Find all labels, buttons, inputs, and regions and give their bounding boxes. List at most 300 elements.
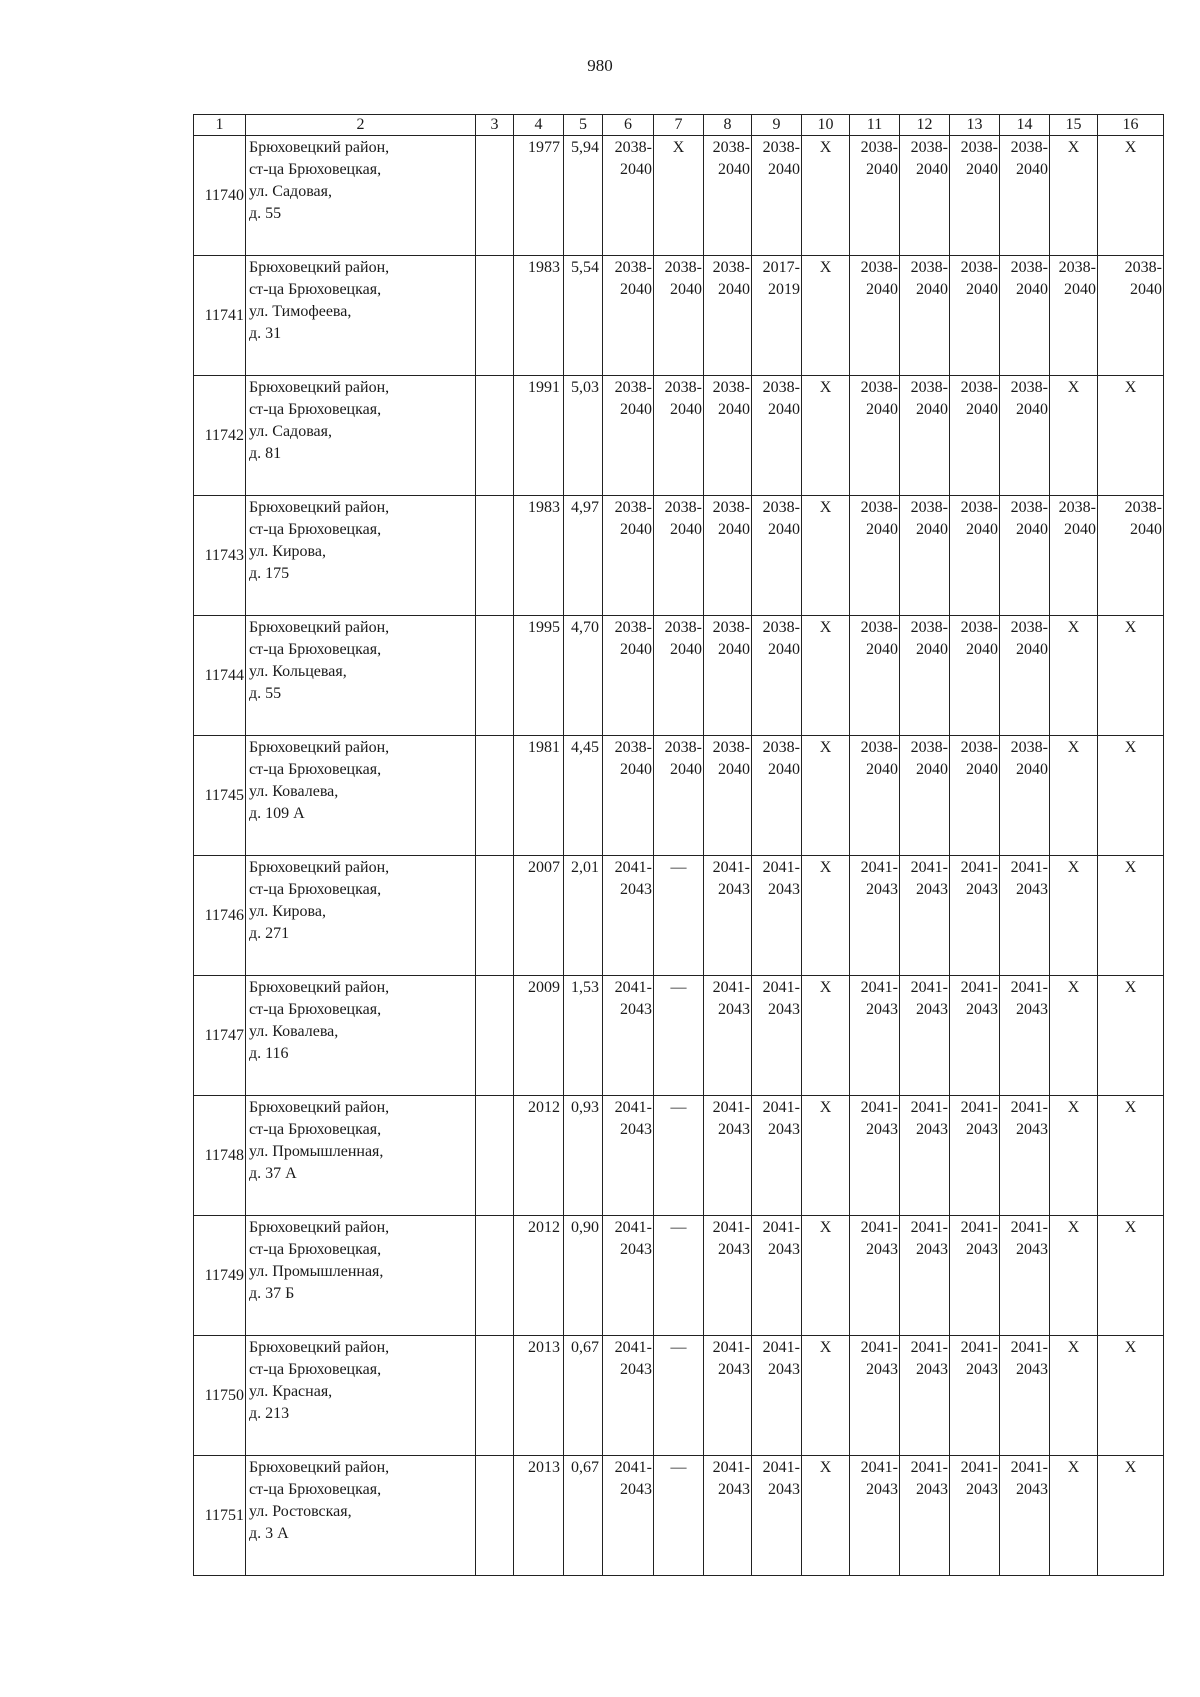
row-number: 11745 bbox=[194, 736, 246, 856]
period-line: 2041- bbox=[712, 979, 750, 996]
period-line: 2038- bbox=[860, 259, 898, 276]
period-line: X bbox=[819, 259, 832, 276]
column-header-2: 2 bbox=[246, 115, 476, 136]
address-line: д. 81 bbox=[249, 445, 282, 462]
period-cell-col-7 bbox=[654, 976, 704, 1096]
period-line: X bbox=[819, 1099, 832, 1116]
period-line: 2043 bbox=[718, 881, 750, 898]
address-line: ул. Ростовская, bbox=[249, 1503, 352, 1520]
address-line: ст-ца Брюховецкая, bbox=[249, 1121, 382, 1138]
period-cell-col-16 bbox=[1098, 1096, 1164, 1216]
address-line: Брюховецкий район, bbox=[249, 979, 390, 996]
period-line: X bbox=[672, 139, 685, 156]
col-3-cell bbox=[476, 976, 514, 1096]
period-line: 2038- bbox=[1010, 379, 1048, 396]
period-line: — bbox=[670, 979, 687, 996]
period-line: 2043 bbox=[1016, 1361, 1048, 1378]
period-line: 2040 bbox=[670, 401, 702, 418]
value-cell: 4,70 bbox=[564, 616, 603, 736]
period-cell-col-16 bbox=[1098, 256, 1164, 376]
period-line: X bbox=[1124, 739, 1137, 756]
column-header-3: 3 bbox=[476, 115, 514, 136]
period-line: 2043 bbox=[866, 1241, 898, 1258]
period-line: 2038- bbox=[1010, 259, 1048, 276]
period-line: 2038- bbox=[712, 379, 750, 396]
period-line: 2041- bbox=[1010, 1339, 1048, 1356]
period-cell-col-9 bbox=[752, 256, 802, 376]
period-line: 2041- bbox=[960, 1219, 998, 1236]
period-line: X bbox=[819, 499, 832, 516]
period-line: X bbox=[1124, 1099, 1137, 1116]
period-cell-col-11 bbox=[850, 1456, 900, 1576]
period-line: 2038- bbox=[910, 739, 948, 756]
period-line: 2043 bbox=[1016, 1481, 1048, 1498]
address-line: ст-ца Брюховецкая, bbox=[249, 881, 382, 898]
period-line: 2043 bbox=[866, 1121, 898, 1138]
period-line: 2038- bbox=[860, 139, 898, 156]
period-line: 2040 bbox=[670, 761, 702, 778]
period-cell-col-14 bbox=[1000, 1336, 1050, 1456]
period-cell-col-14 bbox=[1000, 256, 1050, 376]
period-cell-col-15 bbox=[1050, 1336, 1098, 1456]
column-header-15: 15 bbox=[1050, 115, 1098, 136]
period-cell-col-14 bbox=[1000, 1216, 1050, 1336]
address-line: ст-ца Брюховецкая, bbox=[249, 641, 382, 658]
period-line: 2043 bbox=[620, 1121, 652, 1138]
period-line: 2043 bbox=[1016, 881, 1048, 898]
period-line: 2038- bbox=[1010, 619, 1048, 636]
period-cell-col-14 bbox=[1000, 376, 1050, 496]
table-row bbox=[194, 1456, 1164, 1576]
period-line: 2040 bbox=[1016, 281, 1048, 298]
period-cell-col-6 bbox=[603, 616, 654, 736]
period-line: 2043 bbox=[966, 1481, 998, 1498]
address-line: ул. Ковалева, bbox=[249, 1023, 339, 1040]
address-line: ул. Садовая, bbox=[249, 183, 332, 200]
year-cell: 2009 bbox=[514, 976, 564, 1096]
period-line: 2041- bbox=[614, 859, 652, 876]
address-cell bbox=[246, 856, 476, 976]
period-cell-col-16 bbox=[1098, 616, 1164, 736]
period-cell-col-13 bbox=[950, 496, 1000, 616]
period-line: 2043 bbox=[620, 881, 652, 898]
period-line: 2040 bbox=[1016, 401, 1048, 418]
period-line: 2041- bbox=[1010, 859, 1048, 876]
period-line: 2040 bbox=[1130, 521, 1162, 538]
col-3-cell bbox=[476, 736, 514, 856]
period-cell-col-10 bbox=[802, 1216, 850, 1336]
year-cell: 2007 bbox=[514, 856, 564, 976]
address-line: д. 55 bbox=[249, 685, 282, 702]
period-line: X bbox=[819, 139, 832, 156]
column-header-6: 6 bbox=[603, 115, 654, 136]
value-cell: 4,97 bbox=[564, 496, 603, 616]
row-number: 11740 bbox=[194, 136, 246, 256]
period-cell-col-11 bbox=[850, 976, 900, 1096]
period-cell-col-10 bbox=[802, 736, 850, 856]
column-header-10: 10 bbox=[802, 115, 850, 136]
address-line: ул. Кирова, bbox=[249, 903, 326, 920]
period-line: 2043 bbox=[966, 1361, 998, 1378]
period-line: 2041- bbox=[762, 859, 800, 876]
period-line: 2038- bbox=[664, 739, 702, 756]
address-line: ул. Ковалева, bbox=[249, 783, 339, 800]
year-cell: 1991 bbox=[514, 376, 564, 496]
period-line: 2038- bbox=[860, 379, 898, 396]
period-line: 2041- bbox=[910, 1219, 948, 1236]
col-3-cell bbox=[476, 1456, 514, 1576]
address-line: Брюховецкий район, bbox=[249, 859, 390, 876]
period-cell-col-12 bbox=[900, 1336, 950, 1456]
period-cell-col-6 bbox=[603, 1336, 654, 1456]
period-cell-col-12 bbox=[900, 856, 950, 976]
table-body bbox=[194, 136, 1164, 1576]
period-cell-col-15 bbox=[1050, 976, 1098, 1096]
value-cell: 0,67 bbox=[564, 1336, 603, 1456]
period-line: 2040 bbox=[966, 641, 998, 658]
year-cell: 1995 bbox=[514, 616, 564, 736]
period-cell-col-13 bbox=[950, 1456, 1000, 1576]
period-cell-col-11 bbox=[850, 736, 900, 856]
period-line: 2038- bbox=[910, 499, 948, 516]
period-cell-col-10 bbox=[802, 376, 850, 496]
address-cell bbox=[246, 376, 476, 496]
address-cell bbox=[246, 976, 476, 1096]
period-line: 2043 bbox=[866, 881, 898, 898]
period-cell-col-11 bbox=[850, 496, 900, 616]
period-cell-col-7 bbox=[654, 256, 704, 376]
period-line: 2040 bbox=[1016, 161, 1048, 178]
period-line: 2041- bbox=[860, 859, 898, 876]
col-3-cell bbox=[476, 136, 514, 256]
period-line: 2038- bbox=[1010, 499, 1048, 516]
period-cell-col-12 bbox=[900, 496, 950, 616]
period-line: 2038- bbox=[712, 139, 750, 156]
period-cell-col-12 bbox=[900, 1216, 950, 1336]
period-line: X bbox=[819, 739, 832, 756]
period-cell-col-16 bbox=[1098, 1216, 1164, 1336]
period-line: 2043 bbox=[768, 881, 800, 898]
period-line: 2038- bbox=[1058, 499, 1096, 516]
column-header-8: 8 bbox=[704, 115, 752, 136]
period-line: 2038- bbox=[960, 379, 998, 396]
period-line: 2038- bbox=[960, 739, 998, 756]
year-cell: 1981 bbox=[514, 736, 564, 856]
value-cell: 4,45 bbox=[564, 736, 603, 856]
address-line: Брюховецкий район, bbox=[249, 1459, 390, 1476]
column-header-5: 5 bbox=[564, 115, 603, 136]
period-line: 2038- bbox=[762, 619, 800, 636]
period-line: 2038- bbox=[614, 499, 652, 516]
table-row bbox=[194, 616, 1164, 736]
period-line: — bbox=[670, 1219, 687, 1236]
address-line: д. 3 А bbox=[249, 1525, 289, 1542]
address-line: д. 271 bbox=[249, 925, 290, 942]
period-cell-col-14 bbox=[1000, 1456, 1050, 1576]
period-line: 2041- bbox=[960, 979, 998, 996]
period-line: 2043 bbox=[916, 881, 948, 898]
period-cell-col-14 bbox=[1000, 736, 1050, 856]
period-line: 2043 bbox=[966, 1241, 998, 1258]
period-line: 2019 bbox=[768, 281, 800, 298]
col-3-cell bbox=[476, 616, 514, 736]
row-number: 11748 bbox=[194, 1096, 246, 1216]
period-line: 2038- bbox=[712, 499, 750, 516]
period-cell-col-9 bbox=[752, 1096, 802, 1216]
period-line: X bbox=[1124, 1339, 1137, 1356]
row-number: 11751 bbox=[194, 1456, 246, 1576]
period-line: 2041- bbox=[960, 1339, 998, 1356]
period-line: 2041- bbox=[712, 1219, 750, 1236]
period-cell-col-13 bbox=[950, 736, 1000, 856]
period-cell-col-12 bbox=[900, 136, 950, 256]
table-row bbox=[194, 856, 1164, 976]
period-cell-col-6 bbox=[603, 136, 654, 256]
address-cell bbox=[246, 1336, 476, 1456]
period-line: 2040 bbox=[670, 641, 702, 658]
period-line: X bbox=[1067, 979, 1080, 996]
period-line: 2043 bbox=[718, 1361, 750, 1378]
period-cell-col-8 bbox=[704, 376, 752, 496]
period-cell-col-11 bbox=[850, 616, 900, 736]
period-line: 2038- bbox=[960, 139, 998, 156]
column-header-16: 16 bbox=[1098, 115, 1164, 136]
period-line: X bbox=[819, 619, 832, 636]
period-line: 2040 bbox=[916, 521, 948, 538]
col-3-cell bbox=[476, 256, 514, 376]
period-line: 2040 bbox=[768, 161, 800, 178]
period-cell-col-10 bbox=[802, 1336, 850, 1456]
column-header-14: 14 bbox=[1000, 115, 1050, 136]
period-line: 2041- bbox=[860, 1099, 898, 1116]
period-cell-col-16 bbox=[1098, 1336, 1164, 1456]
period-line: 2038- bbox=[614, 619, 652, 636]
row-number: 11743 bbox=[194, 496, 246, 616]
period-line: 2038- bbox=[762, 499, 800, 516]
period-cell-col-10 bbox=[802, 616, 850, 736]
address-line: ул. Кирова, bbox=[249, 543, 326, 560]
period-line: 2038- bbox=[762, 379, 800, 396]
period-cell-col-13 bbox=[950, 256, 1000, 376]
period-line: 2038- bbox=[712, 739, 750, 756]
year-cell: 1983 bbox=[514, 496, 564, 616]
period-line: 2040 bbox=[866, 761, 898, 778]
period-cell-col-9 bbox=[752, 1216, 802, 1336]
period-line: 2040 bbox=[670, 281, 702, 298]
address-line: ст-ца Брюховецкая, bbox=[249, 281, 382, 298]
period-cell-col-11 bbox=[850, 376, 900, 496]
column-header-13: 13 bbox=[950, 115, 1000, 136]
column-header-4: 4 bbox=[514, 115, 564, 136]
header-row bbox=[194, 115, 1164, 136]
address-cell bbox=[246, 136, 476, 256]
table-row bbox=[194, 1336, 1164, 1456]
period-cell-col-14 bbox=[1000, 616, 1050, 736]
value-cell: 1,53 bbox=[564, 976, 603, 1096]
period-cell-col-16 bbox=[1098, 736, 1164, 856]
period-line: 2038- bbox=[664, 619, 702, 636]
address-line: д. 37 А bbox=[249, 1165, 297, 1182]
period-line: 2038- bbox=[712, 259, 750, 276]
period-line: 2038- bbox=[664, 259, 702, 276]
address-line: ст-ца Брюховецкая, bbox=[249, 401, 382, 418]
value-cell: 5,94 bbox=[564, 136, 603, 256]
address-line: Брюховецкий район, bbox=[249, 619, 390, 636]
period-cell-col-12 bbox=[900, 1456, 950, 1576]
period-line: 2041- bbox=[614, 1219, 652, 1236]
period-line: 2043 bbox=[718, 1001, 750, 1018]
period-line: 2038- bbox=[1010, 139, 1048, 156]
period-line: 2041- bbox=[762, 979, 800, 996]
period-line: 2041- bbox=[762, 1219, 800, 1236]
period-cell-col-8 bbox=[704, 496, 752, 616]
period-cell-col-15 bbox=[1050, 1216, 1098, 1336]
year-cell: 2012 bbox=[514, 1216, 564, 1336]
period-line: 2040 bbox=[718, 161, 750, 178]
period-line: 2040 bbox=[916, 761, 948, 778]
period-cell-col-7 bbox=[654, 1456, 704, 1576]
register-table bbox=[193, 114, 1164, 1576]
period-cell-col-8 bbox=[704, 256, 752, 376]
period-cell-col-7 bbox=[654, 736, 704, 856]
period-line: 2041- bbox=[860, 979, 898, 996]
period-cell-col-13 bbox=[950, 616, 1000, 736]
address-line: Брюховецкий район, bbox=[249, 1099, 390, 1116]
period-cell-col-14 bbox=[1000, 1096, 1050, 1216]
year-cell: 1977 bbox=[514, 136, 564, 256]
row-number: 11746 bbox=[194, 856, 246, 976]
period-line: 2040 bbox=[866, 281, 898, 298]
row-number: 11744 bbox=[194, 616, 246, 736]
period-line: X bbox=[819, 1459, 832, 1476]
period-line: 2040 bbox=[866, 521, 898, 538]
address-cell bbox=[246, 256, 476, 376]
period-line: 2041- bbox=[762, 1459, 800, 1476]
period-line: 2038- bbox=[762, 739, 800, 756]
period-line: 2040 bbox=[966, 521, 998, 538]
period-line: 2040 bbox=[916, 161, 948, 178]
table-header bbox=[194, 115, 1164, 136]
period-line: 2040 bbox=[916, 281, 948, 298]
period-cell-col-10 bbox=[802, 256, 850, 376]
period-line: 2040 bbox=[966, 161, 998, 178]
period-line: 2043 bbox=[768, 1121, 800, 1138]
period-cell-col-13 bbox=[950, 1336, 1000, 1456]
period-cell-col-11 bbox=[850, 856, 900, 976]
period-line: 2041- bbox=[1010, 1099, 1048, 1116]
period-cell-col-10 bbox=[802, 496, 850, 616]
period-cell-col-12 bbox=[900, 736, 950, 856]
period-cell-col-7 bbox=[654, 1216, 704, 1336]
period-line: 2038- bbox=[910, 379, 948, 396]
period-line: 2041- bbox=[860, 1339, 898, 1356]
period-line: 2041- bbox=[960, 859, 998, 876]
period-cell-col-11 bbox=[850, 1336, 900, 1456]
address-line: д. 31 bbox=[249, 325, 282, 342]
period-cell-col-7 bbox=[654, 136, 704, 256]
period-cell-col-14 bbox=[1000, 136, 1050, 256]
col-3-cell bbox=[476, 496, 514, 616]
address-line: ст-ца Брюховецкая, bbox=[249, 521, 382, 538]
address-line: ст-ца Брюховецкая, bbox=[249, 1361, 382, 1378]
period-line: — bbox=[670, 1339, 687, 1356]
period-line: 2041- bbox=[910, 859, 948, 876]
period-line: 2043 bbox=[916, 1121, 948, 1138]
period-cell-col-13 bbox=[950, 136, 1000, 256]
address-line: д. 116 bbox=[249, 1045, 289, 1062]
period-line: 2043 bbox=[966, 881, 998, 898]
period-cell-col-6 bbox=[603, 496, 654, 616]
period-line: 2040 bbox=[620, 281, 652, 298]
period-line: X bbox=[1067, 379, 1080, 396]
address-line: ул. Красная, bbox=[249, 1383, 333, 1400]
period-cell-col-15 bbox=[1050, 256, 1098, 376]
year-cell: 2013 bbox=[514, 1456, 564, 1576]
period-line: 2041- bbox=[1010, 979, 1048, 996]
period-cell-col-9 bbox=[752, 856, 802, 976]
col-3-cell bbox=[476, 1336, 514, 1456]
period-cell-col-8 bbox=[704, 1456, 752, 1576]
address-line: д. 175 bbox=[249, 565, 290, 582]
period-cell-col-9 bbox=[752, 736, 802, 856]
period-line: 2040 bbox=[670, 521, 702, 538]
period-line: 2041- bbox=[860, 1219, 898, 1236]
period-cell-col-10 bbox=[802, 856, 850, 976]
period-line: 2038- bbox=[1124, 499, 1162, 516]
period-cell-col-10 bbox=[802, 976, 850, 1096]
period-line: 2043 bbox=[718, 1481, 750, 1498]
period-cell-col-12 bbox=[900, 376, 950, 496]
period-cell-col-15 bbox=[1050, 616, 1098, 736]
address-line: д. 213 bbox=[249, 1405, 290, 1422]
column-header-12: 12 bbox=[900, 115, 950, 136]
period-cell-col-6 bbox=[603, 1096, 654, 1216]
period-line: — bbox=[670, 1459, 687, 1476]
period-cell-col-7 bbox=[654, 1096, 704, 1216]
period-line: 2041- bbox=[712, 1099, 750, 1116]
period-cell-col-16 bbox=[1098, 976, 1164, 1096]
period-cell-col-9 bbox=[752, 1336, 802, 1456]
period-line: 2040 bbox=[866, 161, 898, 178]
table-row bbox=[194, 1216, 1164, 1336]
address-line: ст-ца Брюховецкая, bbox=[249, 161, 382, 178]
period-cell-col-14 bbox=[1000, 856, 1050, 976]
period-cell-col-7 bbox=[654, 376, 704, 496]
period-line: 2040 bbox=[966, 401, 998, 418]
period-cell-col-8 bbox=[704, 976, 752, 1096]
period-cell-col-6 bbox=[603, 856, 654, 976]
period-cell-col-6 bbox=[603, 976, 654, 1096]
period-line: X bbox=[1124, 379, 1137, 396]
period-line: 2038- bbox=[960, 619, 998, 636]
column-header-1: 1 bbox=[194, 115, 246, 136]
period-line: X bbox=[1067, 1219, 1080, 1236]
period-line: 2041- bbox=[712, 859, 750, 876]
period-cell-col-9 bbox=[752, 1456, 802, 1576]
period-cell-col-9 bbox=[752, 976, 802, 1096]
period-line: 2041- bbox=[910, 979, 948, 996]
column-header-7: 7 bbox=[654, 115, 704, 136]
period-line: 2017- bbox=[762, 259, 800, 276]
period-line: 2040 bbox=[966, 281, 998, 298]
period-line: 2041- bbox=[762, 1099, 800, 1116]
period-line: 2043 bbox=[1016, 1001, 1048, 1018]
period-cell-col-7 bbox=[654, 496, 704, 616]
period-line: 2040 bbox=[768, 401, 800, 418]
period-cell-col-14 bbox=[1000, 496, 1050, 616]
address-cell bbox=[246, 1096, 476, 1216]
period-line: 2038- bbox=[614, 139, 652, 156]
